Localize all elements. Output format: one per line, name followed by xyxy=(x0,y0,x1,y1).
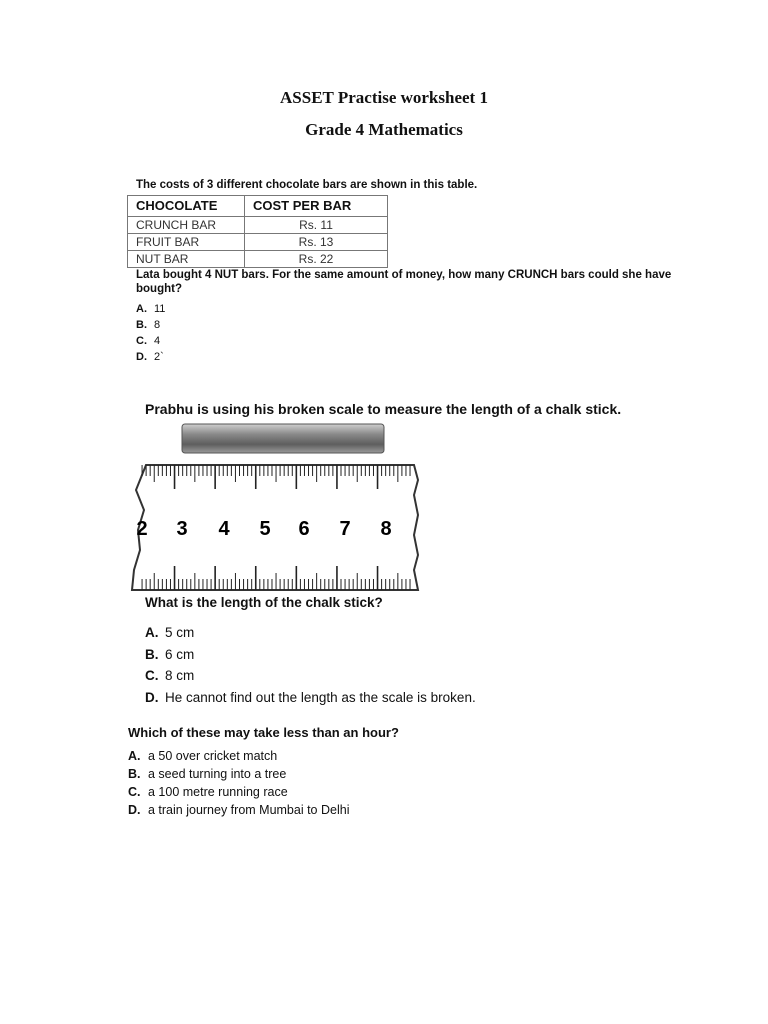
question-3-options xyxy=(128,747,349,819)
ruler-number: 6 xyxy=(298,518,310,540)
ruler-number: 4 xyxy=(218,518,230,540)
option-text: 6 cm xyxy=(165,646,195,662)
chocolate-cost-table xyxy=(127,195,388,268)
option-letter: B. xyxy=(136,319,147,331)
option-item xyxy=(136,301,165,317)
option-text: 5 cm xyxy=(165,625,195,640)
broken-ruler-figure xyxy=(126,420,426,595)
ruler-number: 5 xyxy=(259,518,271,540)
option-item xyxy=(145,687,476,709)
option-letter: C. xyxy=(145,668,159,683)
option-text: a train journey from Mumbai to Delhi xyxy=(148,803,350,817)
ruler-number: 3 xyxy=(176,518,188,540)
table-cell: Rs. 11 xyxy=(245,217,388,234)
question-3-text: Which of these may take less than an hour? xyxy=(128,725,399,740)
question-2-options xyxy=(145,622,476,708)
page-title: ASSET Practise worksheet 1 xyxy=(280,88,488,107)
option-text: a 50 over cricket match xyxy=(148,749,278,763)
ruler-number: 2 xyxy=(136,518,148,540)
option-item xyxy=(128,783,349,801)
option-text: a 100 metre running race xyxy=(148,785,288,799)
table-cell: Rs. 13 xyxy=(245,234,388,251)
option-letter: A. xyxy=(145,625,159,640)
table-header-cell: COST PER BAR xyxy=(245,196,388,217)
option-letter: D. xyxy=(136,351,147,363)
table-header-row xyxy=(128,196,388,217)
question-1-text: Lata bought 4 NUT bars. For the same amount of money, how many CRUNCH bars could she have bought? xyxy=(136,269,672,295)
option-text: 2` xyxy=(154,351,164,363)
option-item xyxy=(136,317,165,333)
option-letter: A. xyxy=(136,303,147,315)
option-item xyxy=(128,747,349,765)
option-letter: D. xyxy=(128,803,141,817)
table-row xyxy=(128,217,388,234)
question-2-subquestion: What is the length of the chalk stick? xyxy=(145,595,383,610)
page-subtitle: Grade 4 Mathematics xyxy=(305,120,463,139)
table-cell: NUT BAR xyxy=(128,251,245,268)
question-2-text: Prabhu is using his broken scale to measure the length of a chalk stick. xyxy=(145,401,622,417)
option-text: 8 xyxy=(154,319,161,331)
option-item xyxy=(128,801,349,819)
chalk-stick xyxy=(182,424,384,453)
option-text: 11 xyxy=(154,303,166,315)
question-1-intro: The costs of 3 different chocolate bars are shown in this table. xyxy=(136,179,478,191)
option-text: 4 xyxy=(154,335,161,347)
option-item xyxy=(145,644,476,666)
option-letter: C. xyxy=(136,335,147,347)
option-text: 8 cm xyxy=(165,668,195,683)
option-item xyxy=(136,349,165,365)
option-letter: A. xyxy=(128,749,141,763)
table-cell: Rs. 22 xyxy=(245,251,388,268)
option-letter: C. xyxy=(128,785,141,799)
option-item xyxy=(136,333,165,349)
table-row xyxy=(128,251,388,268)
ruler-number: 7 xyxy=(339,518,351,540)
option-letter: D. xyxy=(145,689,159,705)
table-row xyxy=(128,234,388,251)
ruler-number: 8 xyxy=(380,518,392,540)
table-cell: FRUIT BAR xyxy=(128,234,245,251)
option-letter: B. xyxy=(145,646,159,662)
option-text: He cannot find out the length as the scale is broken. xyxy=(165,689,476,705)
option-item xyxy=(145,665,476,687)
question-1-options xyxy=(136,301,165,365)
option-letter: B. xyxy=(128,767,141,781)
option-item xyxy=(128,765,349,783)
table-cell: CRUNCH BAR xyxy=(128,217,245,234)
option-text: a seed turning into a tree xyxy=(148,767,287,781)
table-header-cell: CHOCOLATE xyxy=(128,196,245,217)
option-item xyxy=(145,622,476,644)
